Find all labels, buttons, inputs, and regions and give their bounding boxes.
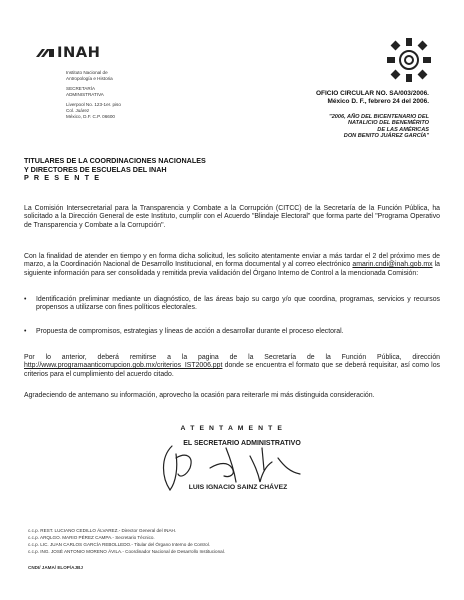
institution-block [66,70,121,119]
circular-header [316,90,429,106]
paragraph-3 [24,354,440,379]
institution-line: Instituto Nacional de [66,70,108,75]
logo-text: INAH [56,45,101,61]
bullet-icon: • [24,328,27,335]
cc-item: c.c.p. ING. JOSÉ ANTONIO MORENO ÁVILA.- Coordinador Nacional de Desarrollo Institucional. [28,548,226,554]
bullet-text: Identificación preliminar mediante un diagnóstico, de las áreas bajo su cargo y/o que coordina, programas, servicios y recursos propensos a utilizarse con fines políticos electorales. [36,296,440,312]
paragraph-3-text-end: donde se encuentra el formato que se deberá requisitar, así como los criterios para el cumplimiento del acuerdo citado. [24,362,440,378]
email-link[interactable]: amarin.cndi@inah.gob.mx [352,261,433,269]
department-line: SECRETARÍA [66,86,96,92]
bullet-icon: • [24,296,27,303]
atentamente: A T E N T A M E N T E [180,425,284,432]
address-line: México, D.F. C.P. 06600 [66,113,115,119]
addressee-line: TITULARES DE LA COORDINACIONES NACIONALES [24,156,206,165]
signer-name: LUIS IGNACIO SAINZ CHÁVEZ [188,484,288,491]
bullet-item-1 [24,296,440,313]
paragraph-2 [24,253,440,278]
addressee-block [24,157,206,183]
year-motto [329,114,429,140]
bullet-text: Propuesta de compromisos, estrategias y líneas de acción a desarrollar durante el proceso electoral. [36,328,344,335]
institution-line: Antropología e Historia [66,75,113,81]
department-line: ADMINISTRATIVA [66,91,104,97]
paragraph-3-text: Por lo anterior, deberá remitirse a la pagina de la Secretaría de la Función Pública, dirección [24,354,440,361]
circular-number: OFICIO CIRCULAR NO. SA/003/2006. [315,90,429,97]
government-seal-icon [386,36,432,84]
bullet-item-2 [24,328,440,336]
inah-logo-icon [34,47,56,59]
paragraph-4: Agradeciendo de antemano su información, aprovecho la ocasión para reiterarle mi más distinguida consideración. [24,392,375,399]
motto-line: "2006, AÑO DEL BICENTENARIO DEL [329,114,429,120]
reference-initials: CNDI/ JAMA/ ELOP/AJBJ [28,565,83,570]
paragraph-2-text-end: la siguiente información para ser consolidada y remitida previa validación del Órgano Interno de Control a la mencionada Comisión: [24,261,440,277]
motto-line: DON BENITO JUÁREZ GARCÍA" [343,133,429,140]
cc-item: c.c.p. REST. LUCIANO CEDILLO ÁLVAREZ.- Director General del INAH. [28,528,177,533]
paragraph-1: La Comisión Intersecretarial para la Transparencia y Combate a la Corrupción (CITCC) de la Secretaría de la Función Pública, ha solicitado a la Dirección General de este Instituto, cumplir con el Acuerdo "Blindaje Electoral" que forma parte del "Programa Operativo de Transparencia y Combate a la Corrupción". [24,205,440,229]
cc-item: c.c.p. ARQLGO. MARIO PÉREZ CAMPA.- Secretario Técnico. [28,534,155,540]
inah-logo [34,46,99,60]
cc-item: c.c.p. LIC. JUAN CARLOS GARCÍA REBOLLEDO.- Titular del Órgano Interno de Control. [28,541,211,547]
address-line: Col. Juárez [66,107,90,113]
motto-line: NATALICIO DEL BENEMÉRITO [347,120,429,127]
addressee-line: Y DIRECTORES DE ESCUELAS DEL INAH [24,164,167,174]
circular-date: México D. F., febrero 24 del 2006. [327,98,429,105]
address-line: Liverpool No. 123-1er. piso [66,102,121,108]
signer-title: EL SECRETARIO ADMINISTRATIVO [183,440,301,447]
sfp-link[interactable]: http://www.programaanticorrupcion.gob.mx/criterios_IST2006.ppt [24,362,223,370]
paragraph-2-text: Con la finalidad de atender en tiempo y en forma dicha solicitud, les solicito atentamente enviar a más tardar el 2 del próximo mes de marzo, a la Coordinación Nacional de Desarrollo Institucional, en forma documental y al correo electrónico [24,253,440,269]
presente-line: P R E S E N T E [24,173,101,183]
motto-line: DE LAS AMÉRICAS [377,126,429,133]
cc-list [28,528,225,556]
